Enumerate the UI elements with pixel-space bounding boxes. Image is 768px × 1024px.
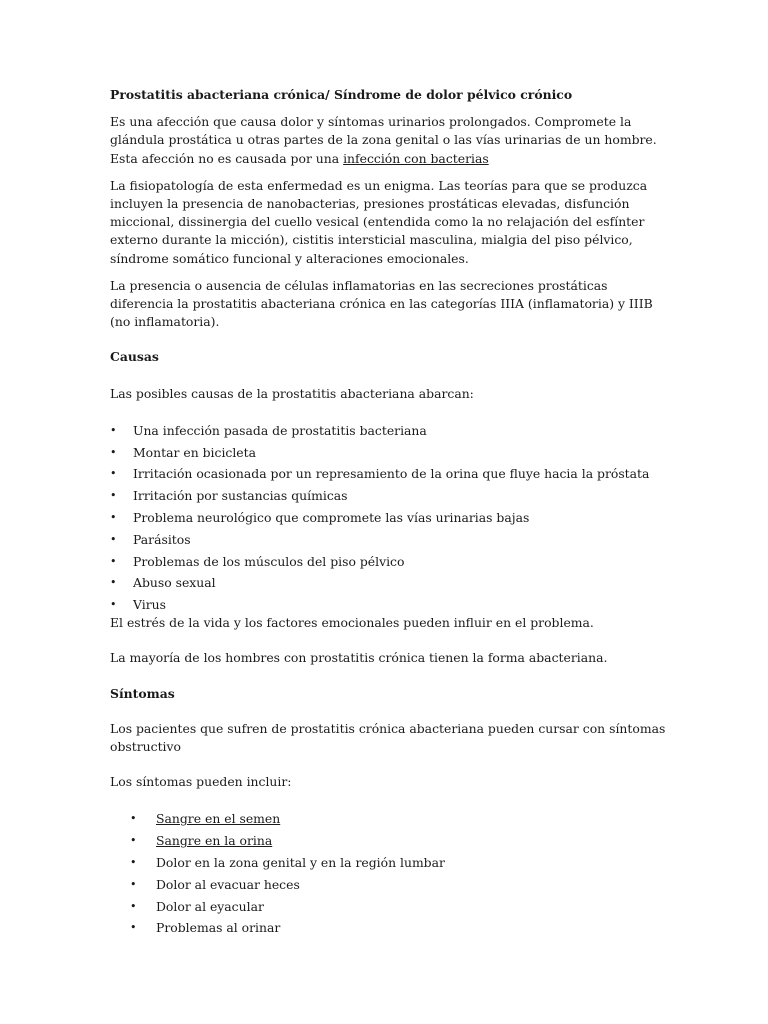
stress-paragraph: El estrés de la vida y los factores emocionales pueden influir en el problema. (110, 615, 594, 631)
list-item (110, 896, 670, 918)
bullet-icon: • (130, 877, 137, 891)
list-item-text: Problemas de los músculos del piso pélvico (133, 553, 405, 569)
intro-paragraph (110, 113, 670, 168)
list-item (110, 442, 670, 464)
bullet-icon: • (110, 445, 117, 459)
document-page (110, 86, 670, 939)
list-item (110, 420, 670, 442)
bullet-icon: • (130, 921, 137, 935)
list-item (110, 852, 670, 874)
list-item-text: Dolor en la zona genital y en la región lumbar (156, 855, 445, 871)
list-item-text: Virus (133, 597, 166, 613)
list-item (110, 507, 670, 529)
bullet-icon: • (110, 554, 117, 568)
bullet-icon: • (110, 467, 117, 481)
list-item (110, 572, 670, 594)
list-item (110, 529, 670, 551)
list-item (110, 551, 670, 573)
list-item (110, 808, 670, 830)
bullet-icon: • (110, 532, 117, 546)
list-item-text: Irritación ocasionada por un represamiento de la orina que fluye hacia la próstata (133, 466, 650, 482)
bullet-icon: • (130, 899, 137, 913)
list-item-text: Dolor al evacuar heces (156, 876, 300, 892)
list-item (110, 485, 670, 507)
list-item-text: Una infección pasada de prostatitis bacteriana (133, 422, 427, 438)
bullet-icon: • (110, 511, 117, 525)
blood-in-semen-link[interactable]: Sangre en el semen (156, 811, 281, 827)
bacterial-infection-link[interactable]: infección con bacterias (343, 150, 489, 166)
bullet-icon: • (130, 856, 137, 870)
list-item (110, 917, 670, 939)
list-item-text: Dolor al eyacular (156, 898, 264, 914)
list-item (110, 830, 670, 852)
symptoms-intro: Los pacientes que sufren de prostatitis crónica abacteriana pueden cursar con síntomas obstructivo (110, 720, 666, 755)
list-item (110, 596, 670, 614)
bullet-icon: • (130, 812, 137, 826)
document-title: Prostatitis abacteriana crónica/ Síndrome de dolor pélvico crónico (110, 87, 573, 102)
list-item (110, 874, 670, 896)
pathophysiology-paragraph: La fisiopatología de esta enfermedad es un enigma. Las teorías para que se produzca incluyen la presencia de nanobacterias, presiones prostáticas elevadas, disfunción miccional, dissinergia del cuello vesical (entendida como la no relajación del esfínter externo durante la micción), cistitis intersticial masculina, mialgia del piso pélvico, síndrome somático funcional y alteraciones emocionales. (110, 177, 648, 266)
bullet-icon: • (130, 834, 137, 848)
list-item-text: Problemas al orinar (156, 920, 281, 936)
categories-paragraph: La presencia o ausencia de células inflamatorias en las secreciones prostáticas diferencia la prostatitis abacteriana crónica en las categorías IIIA (inflamatoria) y IIIB (no inflamatoria). (110, 277, 653, 330)
bullet-icon: • (110, 423, 117, 437)
symptoms-list (110, 808, 670, 939)
causes-intro: Las posibles causas de la prostatitis abacteriana abarcan: (110, 385, 474, 401)
list-item (110, 463, 670, 485)
blood-in-urine-link[interactable]: Sangre en la orina (156, 833, 273, 849)
list-item-text: Irritación por sustancias químicas (133, 488, 348, 504)
list-item-text: Parásitos (133, 531, 191, 547)
symptoms-list-intro: Los síntomas pueden incluir: (110, 774, 292, 790)
majority-paragraph: La mayoría de los hombres con prostatitis crónica tienen la forma abacteriana. (110, 650, 608, 666)
intro-text: Es una afección que causa dolor y síntomas urinarios prolongados. Compromete la glándula prostática u otras partes de la zona genital o las vías urinarias de un hombre. Esta afección no es causada por una (110, 114, 657, 166)
causes-list (110, 420, 670, 614)
bullet-icon: • (110, 576, 117, 590)
bullet-icon: • (110, 489, 117, 503)
causes-heading: Causas (110, 349, 159, 365)
list-item-text: Problema neurológico que compromete las vías urinarias bajas (133, 510, 530, 526)
list-item-text: Abuso sexual (133, 575, 216, 591)
bullet-icon: • (110, 598, 117, 612)
list-item-text: Montar en bicicleta (133, 444, 257, 460)
symptoms-heading: Síntomas (110, 685, 175, 701)
